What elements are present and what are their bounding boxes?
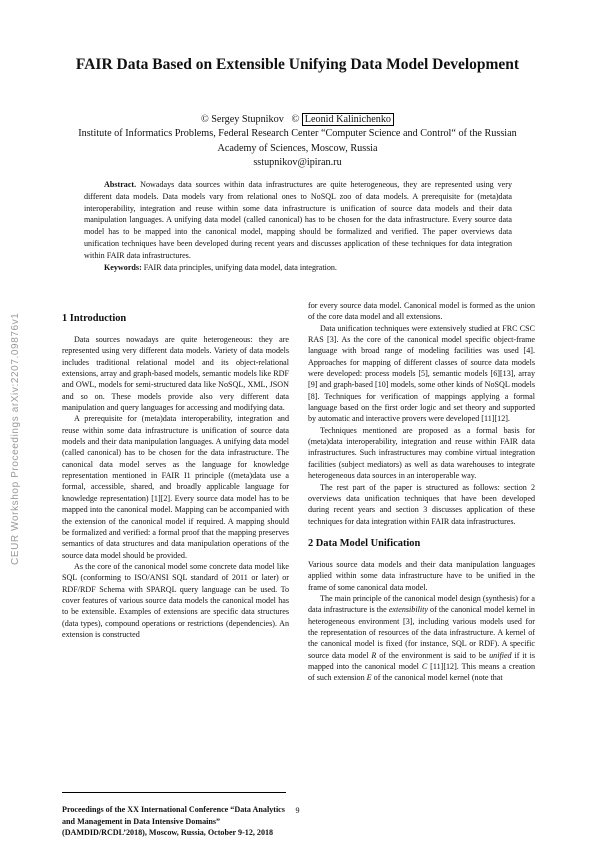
text-run: [11][12]. This means a creation of such extension: [308, 661, 535, 683]
paragraph: As the core of the canonical model some concrete data model like SQL (conforming to ISO/ANSI SQL standard of 2011 or later) or RDF/RDF Schema with SPARQL query language can be used. To cover features of various source data models the canonical model has to be extensible. Examples of extensions are specific data structures (data types), compound operations or restrictions (dependencies). An extension is constructed: [62, 561, 289, 639]
emphasis: unified: [489, 650, 512, 660]
text-run: of the canonical model kernel (note that: [371, 673, 503, 683]
author-stupnikov: © Sergey Stupnikov: [200, 114, 284, 125]
abstract: [84, 179, 512, 273]
keywords: [84, 262, 512, 274]
paragraph: Data sources nowadays are quite heterogeneous: they are represented using very different data models. Variety of data models includes traditional relational model and its object-relational extensions, array and graph-based models, semantic models like RDF and OWL, models for semi-structured data like NoSQL, XML, JSON and so on. These models provide also very different data manipulation and query languages for accessing and modifying data.: [62, 335, 289, 413]
text-run: The main principle of the canonical model design (synthesis) for a data infrastructure is the: [308, 593, 535, 615]
text-run: if it is mapped into the canonical model: [308, 650, 535, 671]
affiliation-block: [60, 127, 535, 171]
keywords-label: Keywords:: [104, 262, 142, 272]
authors-line: [60, 113, 535, 127]
emphasis: R: [371, 650, 377, 660]
paragraph: Data unification techniques were extensively studied at FRC CSC RAS [3]. As the core of the canonical model specific object-frame language with broad range of modeling facilities was used [4]. Approaches for mapping of different classes of source data models were developed: process models [5], semantic models [6][13], array [9] and graph-based [10] models, some other kinds of NoSQL models [8]. Techniques for verification of mappings applying a formal language based on the first order logic and set theory and supported by automatic and interactive provers were developed [11][12].: [308, 323, 535, 424]
paragraph: Techniques mentioned are proposed as a formal basis for (meta)data interoperability, integration and reuse within FAIR data infrastructures. Such infrastructures may combine virtual integration facilities (subject mediators) as well as data warehouses to integrate heterogeneous data sources in an interoperable way.: [308, 425, 535, 481]
paragraph: The rest part of the paper is structured as follows: section 2 overviews data unification techniques that have been developed during recent years and section 3 discusses application of these techniques for data integration within FAIR data infrastructures.: [308, 482, 535, 526]
paragraph: A prerequisite for (meta)data interoperability, integration and reuse within some data infrastructure is unification of source data models and their data manipulation languages. A unifying data model (called canonical) has to be chosen for the data infrastructure. The canonical data model serves as the language for knowledge representation mentioned in FAIR I1 principle ((meta)data use a formal, accessible, shared, and broadly applicable language for knowledge representation) [1][2]. Every source data model has to be mapped into the canonical model. Mapping can be accompanied with the extension of the canonical model if required. A mapping should be formalized and verified: a formal proof that the mapping preserves semantics of data structures and data manipulation operations of the source data model should be provided.: [62, 414, 289, 560]
text-run: of the canonical model kernel in heterogeneous environment [3], including various models used for the representation of resources of the data infrastructure. A kernel of the canonical model is fixed (for instance, SQL or RDF). A specific source data model: [308, 605, 535, 660]
paragraph: for every source data model. Canonical model is formed as the union of the core data model and all extensions.: [308, 301, 535, 322]
affiliation: Institute of Informatics Problems, Federal Research Center “Computer Science and Control“ of the Russian Academy of Sciences, Moscow, Russia: [78, 128, 517, 154]
arxiv-stamp: CEUR Workshop Proceedings arXiv:2207.09876v1: [10, 312, 21, 565]
emphasis: E: [366, 673, 372, 683]
paragraph: Various source data models and their data manipulation languages applied within some data infrastructure have to be unified in the frame of some canonical data model.: [308, 559, 535, 592]
paper-title: FAIR Data Based on Extensible Unifying Data Model Development: [75, 56, 520, 73]
proceedings-footnote: Proceedings of the XX International Conference “Data Analytics and Management in Data Intensive Domains” (DAMDID/RCDL’2018), Moscow, Russia, October 9-12, 2018: [62, 792, 286, 839]
left-column: [62, 312, 289, 640]
abstract-label: Abstract.: [104, 180, 137, 189]
keywords-text: FAIR data principles, unifying data model, data integration.: [143, 262, 337, 272]
section-heading-data-model-unification: 2 Data Model Unification: [308, 537, 421, 549]
author-kalinichenko: Leonid Kalinichenko: [302, 113, 394, 126]
page-number: 9: [295, 806, 300, 815]
text-run: of the environment is said to be: [376, 650, 490, 660]
abstract-text: Nowadays data sources within data infrastructures are quite heterogeneous, they are represented using very different data models. Data models vary from relational ones to NoSQL zoo of data models. A prerequisite for (meta)data interoperability, integration and reuse within some data infrastructure is unification of source data models and their data manipulation languages. A unifying data model (called canonical) has to be chosen for the data infrastructure. Every source data model has to be mapped into the canonical model, mapping should be formalized and verified. The paper overviews data unification techniques have been developed during recent years and discusses application of these techniques for data integration within FAIR data infrastructures.: [84, 180, 513, 260]
copyright-symbol: ©: [291, 114, 300, 125]
emphasis: extensibility: [388, 605, 428, 615]
right-column: [308, 300, 535, 684]
section-heading-introduction: 1 Introduction: [62, 313, 127, 324]
paragraph: [308, 593, 535, 684]
emphasis: C: [421, 661, 428, 671]
email: sstupnikov@ipiran.ru: [253, 157, 342, 168]
